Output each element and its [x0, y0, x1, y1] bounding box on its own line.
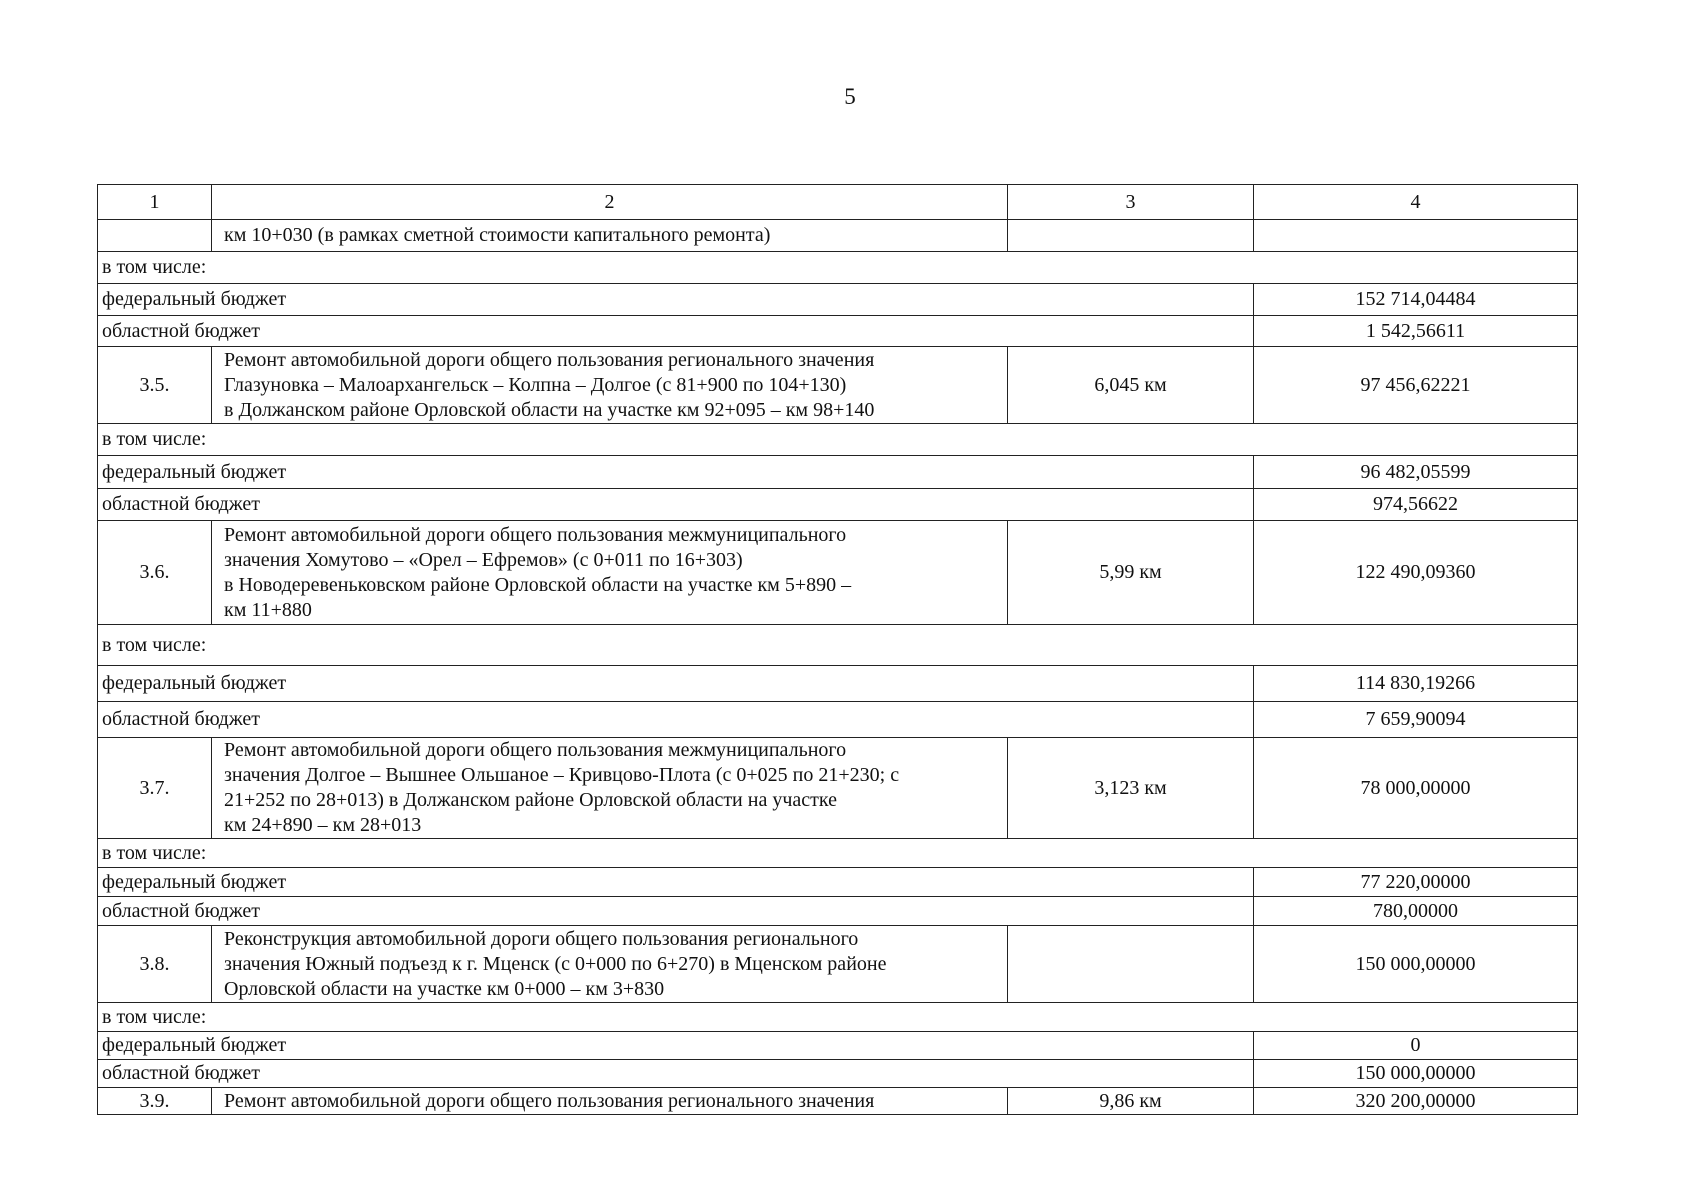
regional-budget-row — [98, 702, 1578, 738]
description-line: Ремонт автомобильной дороги общего пользования межмуниципального — [224, 523, 847, 546]
federal-budget-label: федеральный бюджет — [98, 666, 1254, 702]
including-row — [98, 625, 1578, 666]
description-line: Орловской области на участке км 0+000 – км 3+830 — [224, 977, 665, 1000]
regional-budget-label: областной бюджет — [98, 897, 1254, 926]
item-length: 6,045 км — [1008, 347, 1254, 424]
item-number: 3.6. — [98, 521, 212, 625]
federal-budget-amount: 152 714,04484 — [1254, 284, 1578, 316]
item-description — [212, 1088, 1008, 1115]
item-description — [212, 738, 1008, 839]
item-description: км 10+030 (в рамках сметной стоимости капитального ремонта) — [212, 220, 1008, 252]
item-length: 3,123 км — [1008, 738, 1254, 839]
table-row — [98, 521, 1578, 625]
regional-budget-label: областной бюджет — [98, 1060, 1254, 1088]
description-line: км 11+880 — [224, 598, 312, 621]
federal-budget-label: федеральный бюджет — [98, 456, 1254, 489]
regional-budget-label: областной бюджет — [98, 316, 1254, 347]
federal-budget-amount: 0 — [1254, 1032, 1578, 1060]
page-number: 5 — [844, 84, 856, 109]
including-label: в том числе: — [98, 839, 1578, 868]
federal-budget-row — [98, 666, 1578, 702]
item-description — [212, 926, 1008, 1003]
description-line: значения Хомутово – «Орел – Ефремов» (с 0+011 по 16+303) — [224, 548, 743, 571]
description-line: Ремонт автомобильной дороги общего пользования межмуниципального — [224, 739, 847, 761]
table-header-row — [98, 185, 1578, 220]
table-row — [98, 926, 1578, 1003]
item-description — [212, 521, 1008, 625]
item-length — [1008, 926, 1254, 1003]
item-number-cell — [98, 220, 212, 252]
including-label: в том числе: — [98, 1003, 1578, 1032]
including-row — [98, 1003, 1578, 1032]
item-description — [212, 347, 1008, 424]
federal-budget-row — [98, 284, 1578, 316]
item-number: 3.7. — [98, 738, 212, 839]
regional-budget-row — [98, 489, 1578, 521]
column-header: 3 — [1008, 185, 1254, 220]
including-label: в том числе: — [98, 424, 1578, 456]
regional-budget-label: областной бюджет — [98, 489, 1254, 521]
item-number: 3.8. — [98, 926, 212, 1003]
item-length: 9,86 км — [1008, 1088, 1254, 1115]
description-line: Ремонт автомобильной дороги общего пользования регионального значения — [224, 348, 875, 371]
description-line: значения Южный подъезд к г. Мценск (с 0+000 по 6+270) в Мценском районе — [224, 952, 887, 975]
description-line: Глазуновка – Малоархангельск – Колпна – Долгое (с 81+900 по 104+130) — [224, 373, 847, 396]
column-header: 4 — [1254, 185, 1578, 220]
budget-table — [97, 184, 1578, 1115]
column-header: 2 — [212, 185, 1008, 220]
federal-budget-label: федеральный бюджет — [98, 284, 1254, 316]
regional-budget-amount: 7 659,90094 — [1254, 702, 1578, 738]
description-line: в Новодеревеньковском районе Орловской области на участке км 5+890 – — [224, 573, 852, 596]
federal-budget-amount: 96 482,05599 — [1254, 456, 1578, 489]
column-header: 1 — [98, 185, 212, 220]
including-row — [98, 252, 1578, 284]
description-line: значения Долгое – Вышнее Ольшаное – Кривцово-Плота (с 0+025 по 21+230; с — [224, 764, 900, 786]
description-line: Реконструкция автомобильной дороги общего пользования регионального — [224, 927, 859, 950]
federal-budget-row — [98, 456, 1578, 489]
including-row — [98, 424, 1578, 456]
item-amount: 150 000,00000 — [1254, 926, 1578, 1003]
federal-budget-row — [98, 1032, 1578, 1060]
item-length — [1008, 220, 1254, 252]
table-row — [98, 1088, 1578, 1115]
including-label: в том числе: — [98, 625, 1578, 666]
federal-budget-amount: 114 830,19266 — [1254, 666, 1578, 702]
regional-budget-amount: 780,00000 — [1254, 897, 1578, 926]
description-line: км 24+890 – км 28+013 — [224, 814, 422, 836]
description-line: Ремонт автомобильной дороги общего пользования регионального значения — [224, 1089, 875, 1112]
regional-budget-row — [98, 316, 1578, 347]
regional-budget-label: областной бюджет — [98, 702, 1254, 738]
table-row — [98, 738, 1578, 839]
item-length: 5,99 км — [1008, 521, 1254, 625]
federal-budget-amount: 77 220,00000 — [1254, 868, 1578, 897]
regional-budget-amount: 1 542,56611 — [1254, 316, 1578, 347]
item-amount: 320 200,00000 — [1254, 1088, 1578, 1115]
item-amount — [1254, 220, 1578, 252]
including-row — [98, 839, 1578, 868]
item-amount: 122 490,09360 — [1254, 521, 1578, 625]
item-amount: 78 000,00000 — [1254, 738, 1578, 839]
regional-budget-row — [98, 897, 1578, 926]
item-number: 3.9. — [98, 1088, 212, 1115]
description-line: 21+252 по 28+013) в Должанском районе Орловской области на участке — [224, 789, 837, 811]
item-amount: 97 456,62221 — [1254, 347, 1578, 424]
table-row — [98, 220, 1578, 252]
item-number: 3.5. — [98, 347, 212, 424]
regional-budget-amount: 974,56622 — [1254, 489, 1578, 521]
description-line: в Должанском районе Орловской области на участке км 92+095 – км 98+140 — [224, 398, 875, 421]
federal-budget-label: федеральный бюджет — [98, 868, 1254, 897]
table-row — [98, 347, 1578, 424]
including-label: в том числе: — [98, 252, 1578, 284]
regional-budget-row — [98, 1060, 1578, 1088]
federal-budget-row — [98, 868, 1578, 897]
regional-budget-amount: 150 000,00000 — [1254, 1060, 1578, 1088]
federal-budget-label: федеральный бюджет — [98, 1032, 1254, 1060]
